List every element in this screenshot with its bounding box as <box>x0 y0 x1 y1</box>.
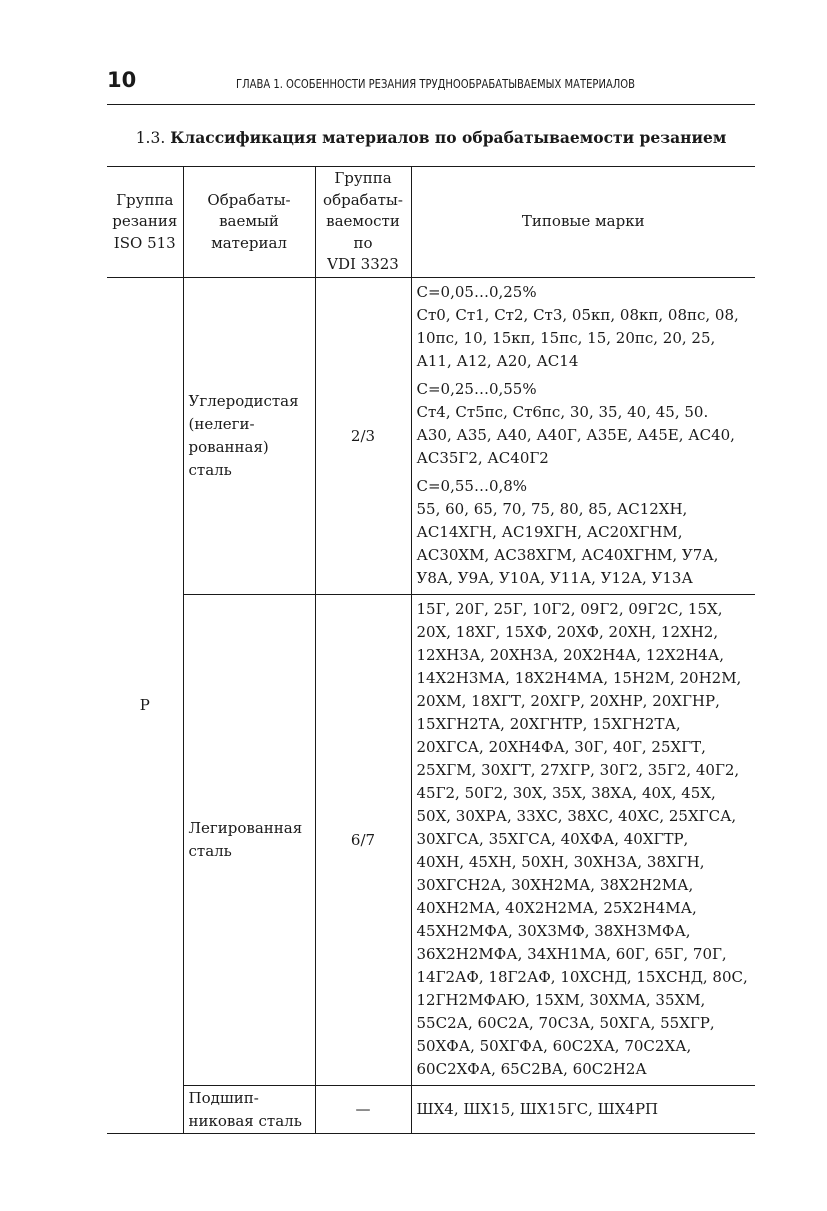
grade-line: 20Х, 18ХГ, 15ХФ, 20ХФ, 20ХН, 12ХН2, <box>416 623 719 641</box>
table-row-carbon-steel <box>107 278 755 595</box>
header-line: VDI 3323 <box>327 255 399 274</box>
grade-line: 55, 60, 65, 70, 75, 80, 85, АС12ХН, <box>416 500 688 518</box>
header-iso-group <box>107 167 183 278</box>
material-line: Углеродистая <box>188 392 299 410</box>
grade-line: 30ХГСА, 35ХГСА, 40ХФА, 40ХГТР, <box>416 830 689 848</box>
grades-cell: ШХ4, ШХ15, ШХ15ГС, ШХ4РП <box>411 1086 755 1134</box>
vdi-group-cell: — <box>315 1086 411 1134</box>
carbon-range-block <box>417 475 756 590</box>
grade-line: Ст0, Ст1, Ст2, Ст3, 05кп, 08кп, 08пс, 08, <box>416 306 739 324</box>
grade-line: 40ХН, 45ХН, 50ХН, 30ХН3А, 38ХГН, <box>416 853 705 871</box>
page-number: 10 <box>107 68 137 92</box>
grade-line: А11, А12, А20, АС14 <box>416 352 579 370</box>
grade-line: 45ХН2МФА, 30Х3МФ, 38ХН3МФА, <box>416 922 691 940</box>
grade-line: 30ХГСН2А, 30ХН2МА, 38Х2Н2МА, <box>416 876 694 894</box>
header-line: резания <box>112 212 178 231</box>
material-cell <box>183 595 315 1086</box>
header-line: ваемости <box>326 212 400 231</box>
grade-line: А30, А35, А40, А40Г, А35Е, А45Е, АС40, <box>416 426 735 444</box>
table-caption <box>107 128 755 147</box>
table-caption-title: Классификация материалов по обрабатываемости резанием <box>170 128 727 147</box>
grade-line: Ст4, Ст5пс, Ст6пс, 30, 35, 40, 45, 50. <box>416 403 709 421</box>
grade-line: АС30ХМ, АС38ХГМ, АС40ХГНМ, У7А, <box>416 546 719 564</box>
header-typical-grades: Типовые марки <box>411 167 755 278</box>
header-line: Группа <box>334 169 392 188</box>
material-line: никовая сталь <box>188 1111 302 1130</box>
grade-line: 14Х2Н3МА, 18Х2Н4МА, 15Н2М, 20Н2М, <box>416 669 742 687</box>
grade-line: 15Г, 20Г, 25Г, 10Г2, 09Г2, 09Г2С, 15Х, <box>416 600 723 618</box>
vdi-group-cell: 6/7 <box>315 595 411 1086</box>
grade-line: 14Г2АФ, 18Г2АФ, 10ХСНД, 15ХСНД, 80С, <box>416 968 748 986</box>
header-line: материал <box>211 233 287 252</box>
carbon-content: C=0,05…0,25% <box>416 283 537 301</box>
grades-cell <box>411 278 755 595</box>
grades-cell <box>411 595 755 1086</box>
header-line: ISO 513 <box>113 233 176 252</box>
table-row-alloy-steel <box>107 595 755 1086</box>
carbon-range-block <box>417 281 756 373</box>
grade-line: 40ХН2МА, 40Х2Н2МА, 25Х2Н4МА, <box>416 899 697 917</box>
grade-line: 10пс, 10, 15кп, 15пс, 15, 20пс, 20, 25, <box>416 329 716 347</box>
grade-line: 50Х, 30ХРА, 33ХС, 38ХС, 40ХС, 25ХГСА, <box>416 807 737 825</box>
header-line: обрабаты- <box>323 190 403 209</box>
grade-line: 12ХН3А, 20ХН3А, 20Х2Н4А, 12Х2Н4А, <box>416 646 724 664</box>
header-line: по <box>353 233 373 252</box>
material-line: сталь <box>188 461 232 479</box>
header-line: Обрабаты- <box>207 190 291 209</box>
material-cell <box>183 1086 315 1134</box>
material-line: Подшип- <box>188 1088 259 1107</box>
header-vdi-group <box>315 167 411 278</box>
table-caption-number: 1.3. <box>135 129 166 147</box>
table-header-row <box>107 167 755 278</box>
chapter-title: ГЛАВА 1. ОСОБЕННОСТИ РЕЗАНИЯ ТРУДНООБРАБАТЫВАЕМЫХ МАТЕРИАЛОВ <box>236 76 636 91</box>
materials-table <box>107 166 755 1134</box>
grade-line: 50ХФА, 50ХГФА, 60С2ХА, 70С2ХА, <box>416 1037 692 1055</box>
carbon-content: C=0,55…0,8% <box>416 477 528 495</box>
grade-line: 20ХГСА, 20ХН4ФА, 30Г, 40Г, 25ХГТ, <box>416 738 706 756</box>
material-line: рованная) <box>188 438 269 456</box>
grade-line: 60С2ХФА, 65С2ВА, 60С2Н2А <box>416 1060 647 1078</box>
header-line: Группа <box>116 190 174 209</box>
carbon-range-block <box>417 378 756 470</box>
grade-line: У8А, У9А, У10А, У11А, У12А, У13А <box>416 569 693 587</box>
vdi-group-cell: 2/3 <box>315 278 411 595</box>
grade-line: АС14ХГН, АС19ХГН, АС20ХГНМ, <box>416 523 683 541</box>
grade-line: 36Х2Н2МФА, 34ХН1МА, 60Г, 65Г, 70Г, <box>416 945 727 963</box>
grade-line: 45Г2, 50Г2, 30Х, 35Х, 38ХА, 40Х, 45Х, <box>416 784 716 802</box>
material-line: сталь <box>188 842 232 860</box>
table-row-bearing-steel <box>107 1086 755 1134</box>
material-line: (нелеги- <box>188 415 255 433</box>
carbon-content: C=0,25…0,55% <box>416 380 537 398</box>
header-line: ваемый <box>219 212 279 231</box>
grade-line: АС35Г2, АС40Г2 <box>416 449 549 467</box>
grade-line: 55С2А, 60С2А, 70С3А, 50ХГА, 55ХГР, <box>416 1014 715 1032</box>
iso-group-cell: P <box>107 278 183 1134</box>
page-header <box>107 68 755 105</box>
grade-line: 15ХГН2ТА, 20ХГНТР, 15ХГН2ТА, <box>416 715 681 733</box>
grade-line: 25ХГМ, 30ХГТ, 27ХГР, 30Г2, 35Г2, 40Г2, <box>416 761 740 779</box>
header-material <box>183 167 315 278</box>
grade-line: 12ГН2МФАЮ, 15ХМ, 30ХМА, 35ХМ, <box>416 991 706 1009</box>
material-cell <box>183 278 315 595</box>
material-line: Легированная <box>188 819 303 837</box>
grade-line: 20ХМ, 18ХГТ, 20ХГР, 20ХНР, 20ХГНР, <box>416 692 720 710</box>
